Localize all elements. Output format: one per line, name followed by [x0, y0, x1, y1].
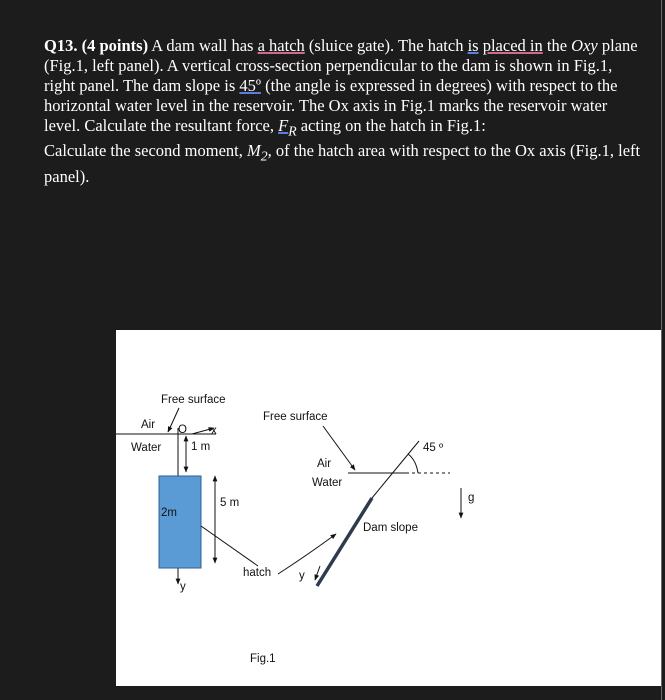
right-y-axis-label: y — [299, 570, 305, 582]
question-text-seg7: acting on the hatch in Fig.1: — [296, 116, 486, 135]
left-water-label: Water — [131, 442, 162, 454]
force-symbol: F — [278, 116, 289, 135]
left-leader-line — [201, 526, 258, 566]
question-points: (4 points) — [81, 36, 149, 55]
depth-1m-label: 1 m — [191, 441, 211, 453]
question-line2-b: , of the hatch area with respect to the Ox axis (Fig.1, left panel). — [44, 141, 641, 186]
figure-caption: Fig.1 — [250, 653, 276, 665]
dam-slope-extension — [372, 441, 419, 498]
left-free-surface-label: Free surface — [161, 394, 226, 406]
question-text-seg4: the — [542, 36, 572, 55]
moment-variable — [246, 141, 268, 164]
question-number: Q13. — [44, 36, 78, 55]
question-line2-a: Calculate the second moment, — [44, 141, 247, 161]
hatch-underlined: a hatch — [257, 36, 305, 55]
right-free-surface-label: Free surface — [263, 411, 328, 423]
gravity-label: g — [468, 492, 475, 504]
figure-panel — [116, 330, 661, 686]
question-paragraph-1 — [44, 36, 644, 141]
origin-label: O — [178, 424, 187, 436]
placed-in-underlined: placed in — [482, 36, 543, 55]
hatch-rectangle — [159, 476, 201, 568]
angle-underlined: 45º — [239, 76, 261, 95]
force-subscript: R — [288, 123, 297, 139]
right-air-label: Air — [317, 458, 332, 470]
question-text-seg2: (sluice gate). The hatch — [304, 36, 468, 55]
question-paragraph-2 — [44, 141, 644, 186]
depth-5m-label: 5 m — [220, 497, 240, 509]
question-text-seg1: A dam wall has — [148, 36, 258, 55]
right-water-label: Water — [312, 477, 343, 489]
right-y-axis-arrow — [315, 566, 320, 580]
plane-variable: Oxy — [571, 36, 598, 55]
question-block — [44, 36, 644, 187]
figure-svg — [116, 330, 661, 686]
left-air-label: Air — [141, 419, 156, 431]
hatch-width-label: 2m — [161, 507, 177, 519]
question-text-seg6: (the angle is expressed in degrees) with respect to the horizontal water level in the reservoir. The Ox axis in Fig.1 marks the reservoir water level. Calculate the resultant force, — [44, 76, 618, 135]
x-axis-label: x — [211, 425, 217, 437]
angle-arc — [408, 454, 418, 473]
moment-symbol: M — [246, 141, 261, 161]
left-y-axis-label: y — [180, 581, 186, 593]
question-text-seg5: plane (Fig.1, left panel). A vertical cross-section perpendicular to the dam is shown in Fig.1, right panel. The dam slope is — [44, 36, 638, 95]
window-edge — [661, 0, 662, 700]
force-variable — [278, 116, 297, 139]
hatch-label: hatch — [243, 567, 272, 579]
moment-subscript: 2 — [260, 148, 268, 164]
dam-slope-label: Dam slope — [363, 522, 418, 534]
is-underlined: is — [467, 36, 479, 55]
angle-label: 45 º — [423, 442, 444, 454]
